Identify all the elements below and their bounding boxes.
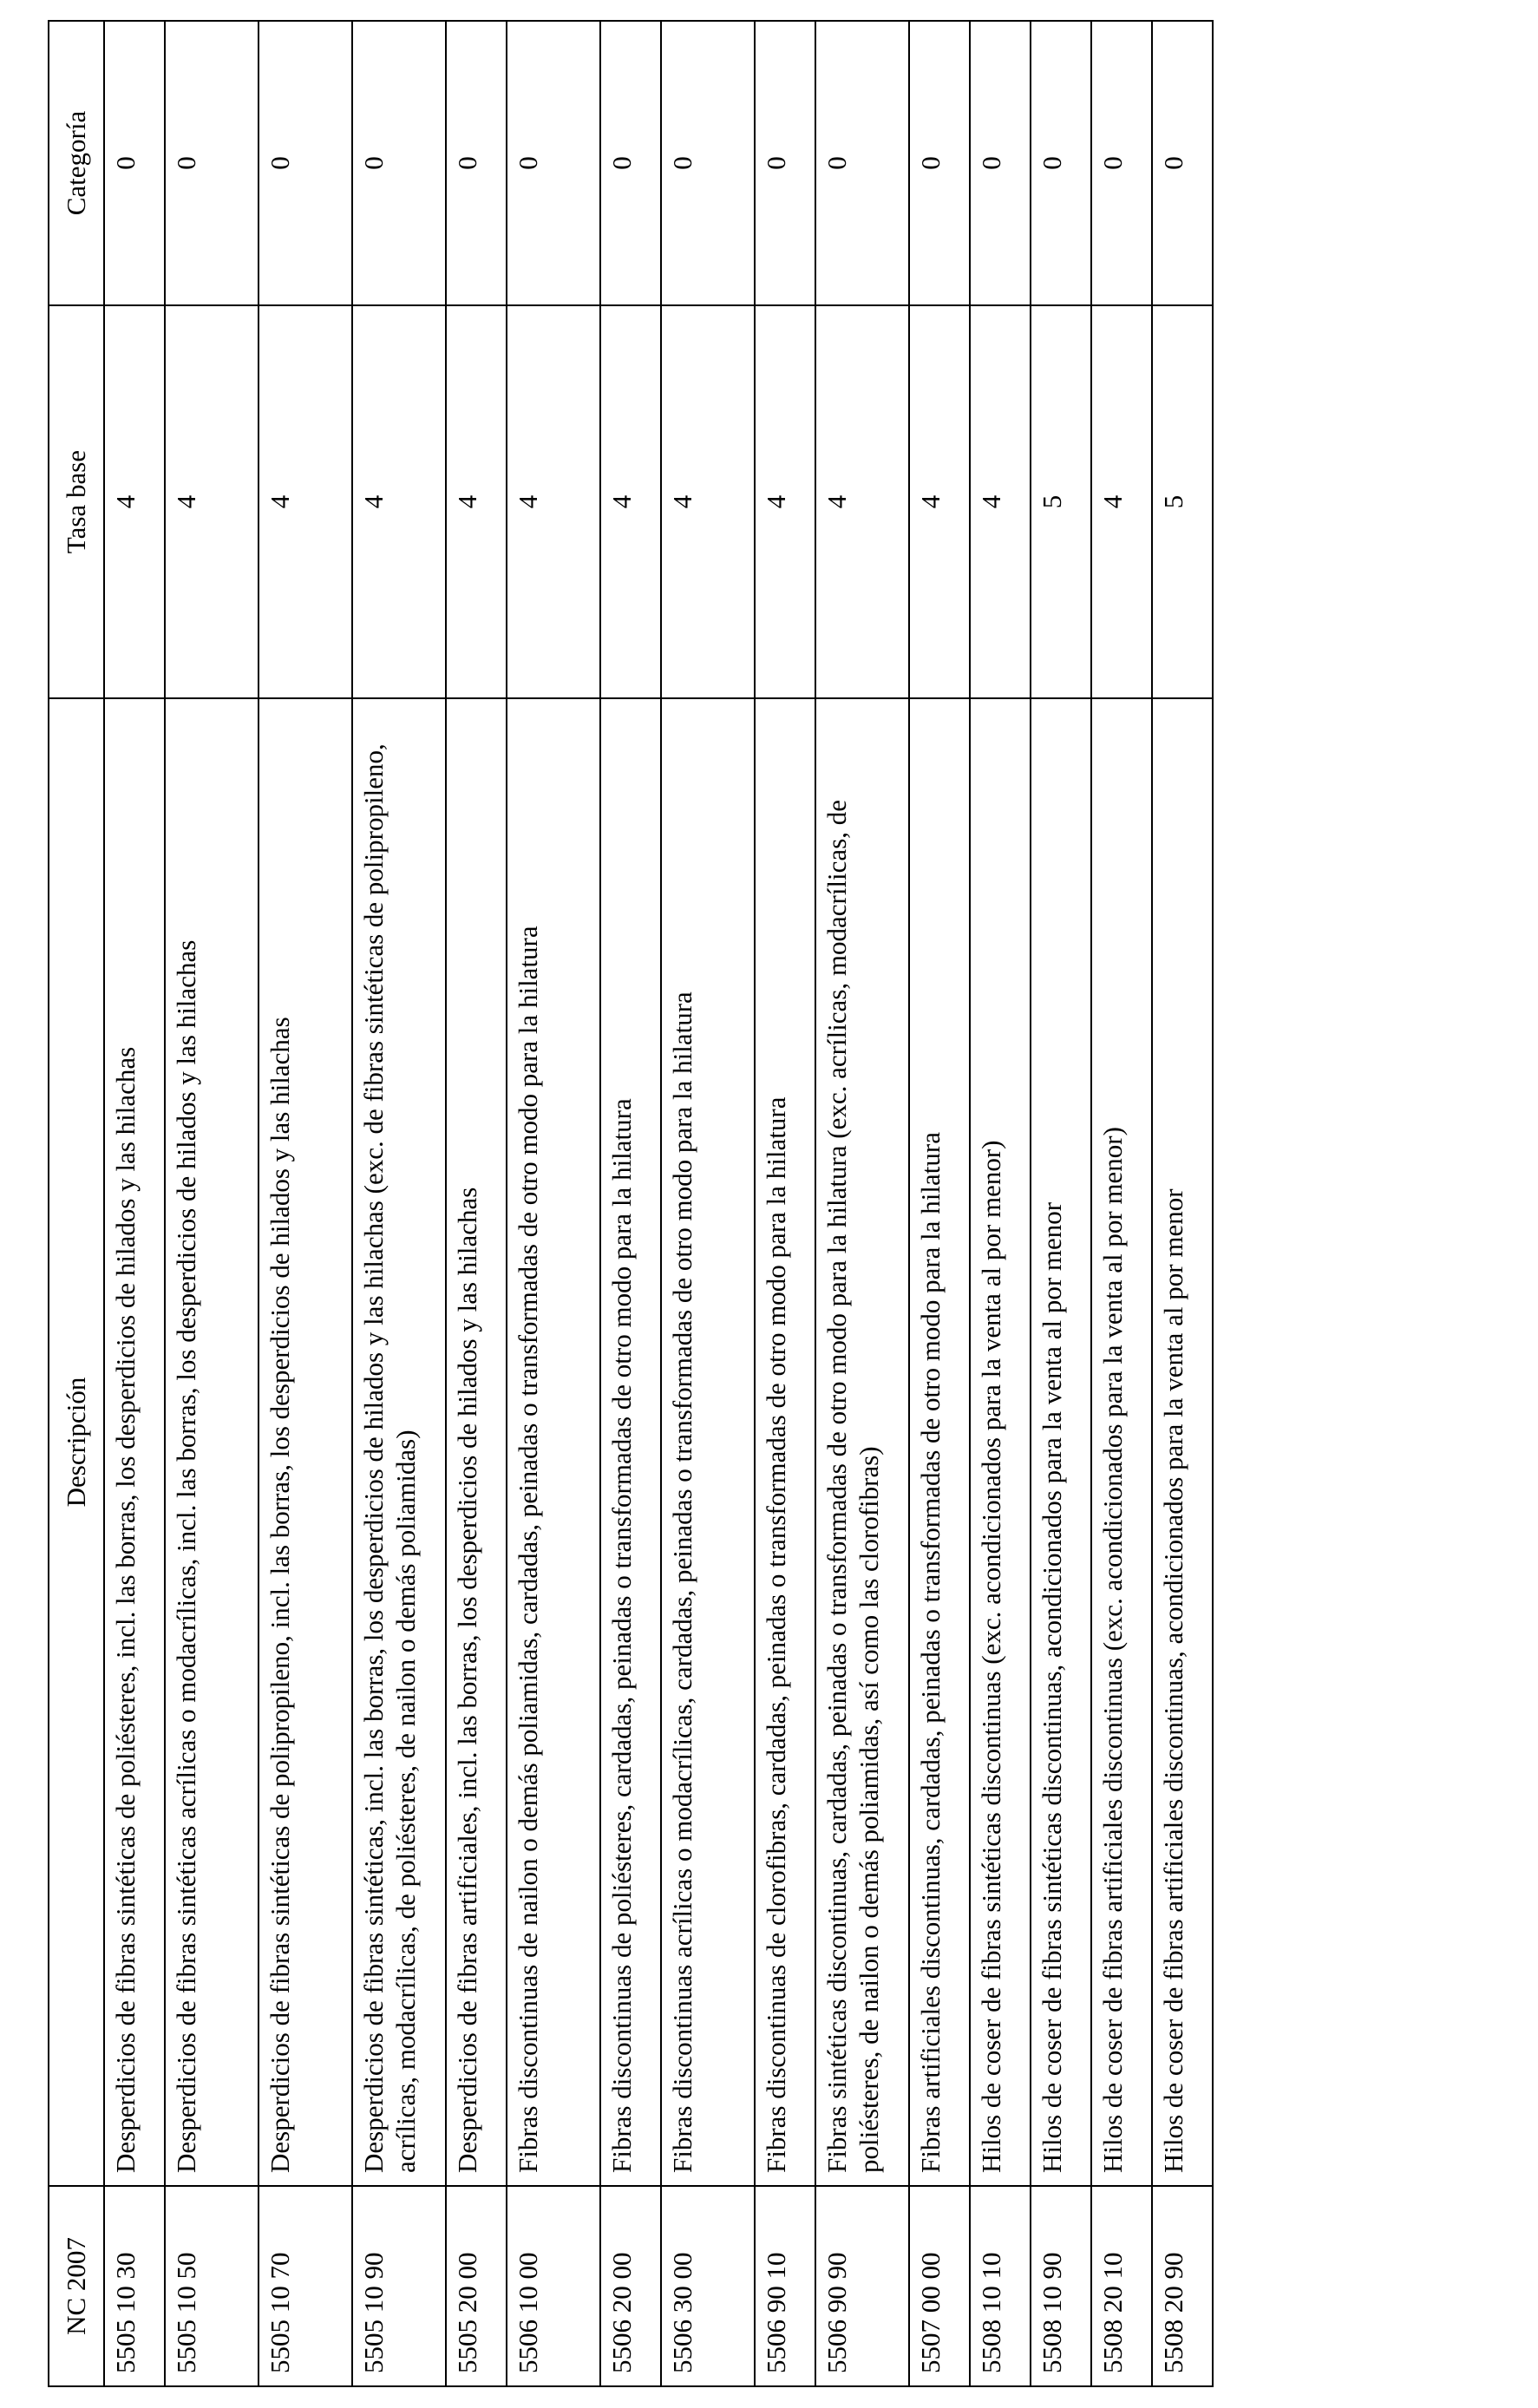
cell-description: Hilos de coser de fibras artificiales discontinuas (exc. acondicionados para la venta al por menor) [1091, 698, 1152, 2186]
cell-category: 0 [661, 21, 755, 305]
header-base-rate: Tasa base [49, 305, 104, 698]
cell-code: 5506 20 00 [600, 2186, 661, 2386]
cell-base-rate: 4 [352, 305, 446, 698]
table-row [1031, 21, 1091, 2386]
table-row [661, 21, 755, 2386]
table-row [446, 21, 507, 2386]
cell-base-rate: 4 [815, 305, 909, 698]
cell-code: 5505 10 50 [165, 2186, 259, 2386]
cell-category: 0 [1031, 21, 1091, 305]
cell-code: 5508 20 10 [1091, 2186, 1152, 2386]
cell-code: 5508 10 90 [1031, 2186, 1091, 2386]
cell-description: Desperdicios de fibras artificiales, incl. las borras, los desperdicios de hilados y las hilachas [446, 698, 507, 2186]
cell-description: Fibras sintéticas discontinuas, cardadas, peinadas o transformadas de otro modo para la hilatura (exc. acrílicas, modacrílicas, de poliésteres, de nailon o demás poliamidas, así como las clorofibras) [815, 698, 909, 2186]
cell-category: 0 [909, 21, 970, 305]
table-row [600, 21, 661, 2386]
cell-description: Desperdicios de fibras sintéticas acrílicas o modacrílicas, incl. las borras, los desperdicios de hilados y las hilachas [165, 698, 259, 2186]
tariff-table [48, 20, 1214, 2387]
header-row [49, 21, 104, 2386]
cell-base-rate: 4 [661, 305, 755, 698]
cell-description: Desperdicios de fibras sintéticas de poliésteres, incl. las borras, los desperdicios de hilados y las hilachas [104, 698, 165, 2186]
cell-description: Hilos de coser de fibras sintéticas discontinuas (exc. acondicionados para la venta al por menor) [970, 698, 1031, 2186]
cell-category: 0 [815, 21, 909, 305]
table-row [970, 21, 1031, 2386]
cell-category: 0 [970, 21, 1031, 305]
table-row [259, 21, 352, 2386]
cell-code: 5505 10 30 [104, 2186, 165, 2386]
cell-base-rate: 5 [1031, 305, 1091, 698]
cell-code: 5508 20 90 [1152, 2186, 1213, 2386]
cell-description: Hilos de coser de fibras artificiales discontinuas, acondicionados para la venta al por menor [1152, 698, 1213, 2186]
cell-category: 0 [1152, 21, 1213, 305]
table-row [104, 21, 165, 2386]
table-row [507, 21, 600, 2386]
cell-code: 5505 10 70 [259, 2186, 352, 2386]
table-row [1152, 21, 1213, 2386]
cell-category: 0 [259, 21, 352, 305]
cell-category: 0 [352, 21, 446, 305]
cell-description: Fibras artificiales discontinuas, cardadas, peinadas o transformadas de otro modo para la hilatura [909, 698, 970, 2186]
cell-description: Fibras discontinuas de nailon o demás poliamidas, cardadas, peinadas o transformadas de otro modo para la hilatura [507, 698, 600, 2186]
cell-category: 0 [104, 21, 165, 305]
cell-description: Fibras discontinuas de clorofibras, cardadas, peinadas o transformadas de otro modo para la hilatura [755, 698, 815, 2186]
cell-base-rate: 4 [165, 305, 259, 698]
cell-category: 0 [755, 21, 815, 305]
table-row [815, 21, 909, 2386]
cell-category: 0 [446, 21, 507, 305]
cell-category: 0 [165, 21, 259, 305]
cell-code: 5506 90 90 [815, 2186, 909, 2386]
rotated-table-page [48, 22, 1206, 2387]
cell-code: 5506 90 10 [755, 2186, 815, 2386]
cell-description: Fibras discontinuas acrílicas o modacrílicas, cardadas, peinadas o transformadas de otro modo para la hilatura [661, 698, 755, 2186]
cell-code: 5506 30 00 [661, 2186, 755, 2386]
cell-base-rate: 4 [600, 305, 661, 698]
cell-base-rate: 4 [909, 305, 970, 698]
cell-code: 5505 10 90 [352, 2186, 446, 2386]
header-description: Descripción [49, 698, 104, 2186]
cell-category: 0 [507, 21, 600, 305]
cell-category: 0 [600, 21, 661, 305]
cell-code: 5505 20 00 [446, 2186, 507, 2386]
cell-description: Hilos de coser de fibras sintéticas discontinuas, acondicionados para la venta al por menor [1031, 698, 1091, 2186]
cell-code: 5506 10 00 [507, 2186, 600, 2386]
table-row [165, 21, 259, 2386]
cell-description: Desperdicios de fibras sintéticas, incl. las borras, los desperdicios de hilados y las hilachas (exc. de fibras sintéticas de polipropileno, acrílicas, modacrílicas, de poliésteres, de nailon o demás poliamidas) [352, 698, 446, 2186]
cell-base-rate: 4 [446, 305, 507, 698]
cell-base-rate: 4 [755, 305, 815, 698]
cell-base-rate: 5 [1152, 305, 1213, 698]
table-row [352, 21, 446, 2386]
cell-description: Desperdicios de fibras sintéticas de polipropileno, incl. las borras, los desperdicios de hilados y las hilachas [259, 698, 352, 2186]
header-code: NC 2007 [49, 2186, 104, 2386]
table-row [755, 21, 815, 2386]
table-row [1091, 21, 1152, 2386]
cell-category: 0 [1091, 21, 1152, 305]
table-row [909, 21, 970, 2386]
cell-code: 5507 00 00 [909, 2186, 970, 2386]
cell-base-rate: 4 [1091, 305, 1152, 698]
cell-description: Fibras discontinuas de poliésteres, cardadas, peinadas o transformadas de otro modo para la hilatura [600, 698, 661, 2186]
header-category: Categoría [49, 21, 104, 305]
cell-base-rate: 4 [259, 305, 352, 698]
cell-base-rate: 4 [104, 305, 165, 698]
cell-base-rate: 4 [970, 305, 1031, 698]
cell-code: 5508 10 10 [970, 2186, 1031, 2386]
cell-base-rate: 4 [507, 305, 600, 698]
